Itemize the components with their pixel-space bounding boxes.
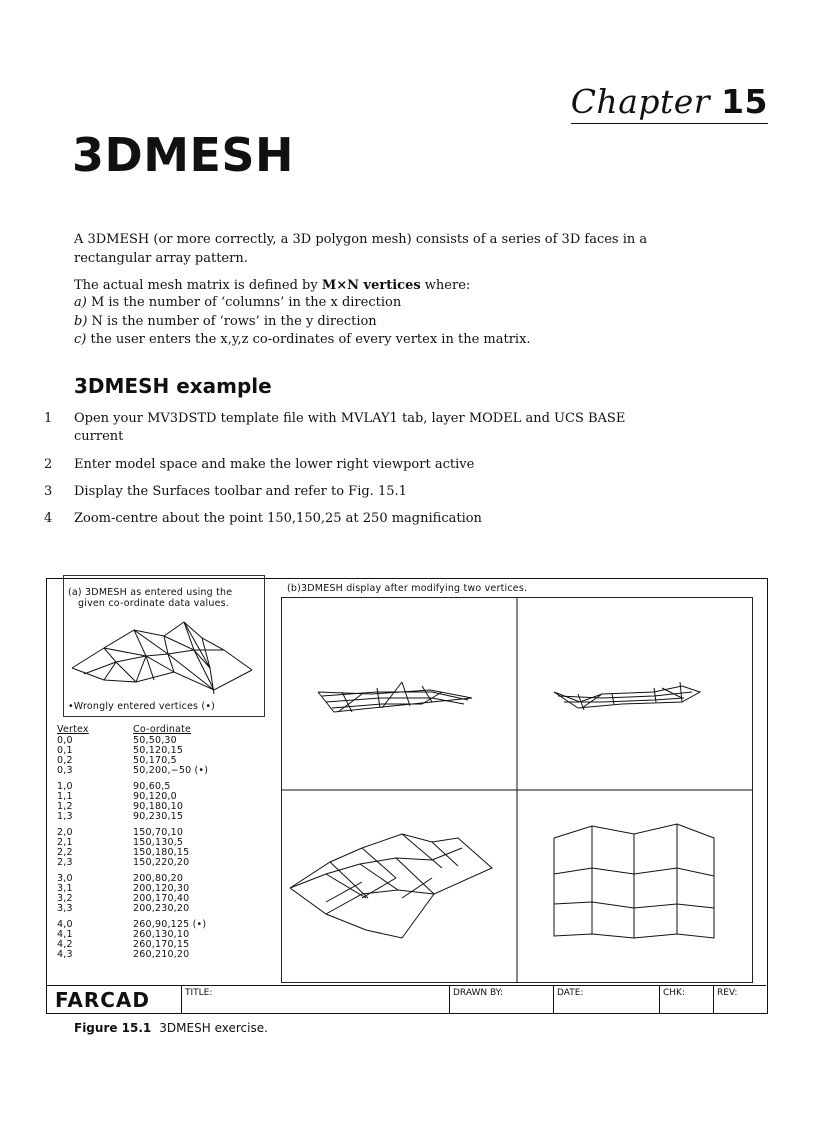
step-text: Zoom-centre about the point 150,150,25 at 250 magnification <box>74 511 482 526</box>
page-title: 3DMESH <box>72 128 295 182</box>
rev-cell: REV: <box>713 986 766 1014</box>
section-heading: 3DMESH example <box>74 374 272 398</box>
coordinate-cell: 200,170,40 <box>133 893 190 904</box>
intro-list-item <box>74 330 674 349</box>
intro-list-item <box>74 312 674 331</box>
intro-paragraph-1: A 3DMESH (or more correctly, a 3D polygon mesh) consists of a series of 3D faces in a rectangular array pattern. <box>74 232 648 266</box>
viewports-drawing <box>282 598 752 982</box>
step-number: 3 <box>44 484 53 499</box>
vertex-cell: 3,2 <box>57 893 73 904</box>
title-block <box>47 985 766 1014</box>
vertex-cell: 4,1 <box>57 929 73 940</box>
coordinate-cell: 50,200,−50 (•) <box>133 765 209 776</box>
table-row <box>57 812 257 823</box>
chapter-heading <box>571 82 768 124</box>
inset-title-line1: (a) 3DMESH as entered using the <box>68 587 233 598</box>
vertex-cell: 2,2 <box>57 847 73 858</box>
inset-note: •Wrongly entered vertices (•) <box>68 701 216 712</box>
chapter-number: 15 <box>721 82 768 121</box>
vertex-cell: 2,3 <box>57 857 73 868</box>
step-item <box>44 483 684 501</box>
coordinate-cell: 260,210,20 <box>133 949 190 960</box>
coordinate-cell: 200,230,20 <box>133 903 190 914</box>
p2-prefix: The actual mesh matrix is defined by <box>74 278 322 293</box>
coordinate-cell: 90,180,10 <box>133 801 184 812</box>
list-marker: a) <box>74 295 87 310</box>
vertex-cell: 0,2 <box>57 755 73 766</box>
list-marker: b) <box>74 314 88 329</box>
vertex-cell: 1,0 <box>57 781 73 792</box>
table-row <box>57 766 257 777</box>
views-title: (b)3DMESH display after modifying two vertices. <box>287 583 528 594</box>
coordinate-cell: 150,220,20 <box>133 857 190 868</box>
inset-title-line2: given co-ordinate data values. <box>78 598 229 609</box>
farcad-logo: FARCAD <box>55 988 151 1012</box>
viewports-grid <box>281 597 753 983</box>
coordinate-cell: 50,170,5 <box>133 755 177 766</box>
list-marker: c) <box>74 332 87 347</box>
coordinate-cell: 90,120,0 <box>133 791 177 802</box>
table-header-vertex: Vertex <box>57 724 89 735</box>
step-text: Open your MV3DSTD template file with MVLAY1 tab, layer MODEL and UCS BASE current <box>74 411 626 444</box>
coordinate-cell: 150,130,5 <box>133 837 184 848</box>
vertex-cell: 4,0 <box>57 919 73 930</box>
vertex-cell: 3,0 <box>57 873 73 884</box>
caption-label: Figure 15.1 <box>74 1021 152 1035</box>
chapter-word: Chapter <box>570 82 711 121</box>
vertex-cell: 4,2 <box>57 939 73 950</box>
vertex-cell: 0,0 <box>57 735 73 746</box>
list-text: the user enters the x,y,z co-ordinates of every vertex in the matrix. <box>86 332 531 347</box>
vertex-cell: 1,2 <box>57 801 73 812</box>
vertex-cell: 1,1 <box>57 791 73 802</box>
step-text: Display the Surfaces toolbar and refer to Fig. 15.1 <box>74 484 407 499</box>
inset-panel-a <box>63 575 265 717</box>
coordinate-cell: 90,230,15 <box>133 811 184 822</box>
vertex-cell: 4,3 <box>57 949 73 960</box>
coordinate-cell: 200,80,20 <box>133 873 184 884</box>
step-number: 4 <box>44 511 53 526</box>
vertex-cell: 0,3 <box>57 765 73 776</box>
title-cell: TITLE: <box>181 986 449 1014</box>
figure-caption <box>74 1021 268 1035</box>
caption-text: 3DMESH exercise. <box>159 1021 268 1035</box>
vertex-cell: 3,1 <box>57 883 73 894</box>
coordinate-cell: 150,180,15 <box>133 847 190 858</box>
coordinate-cell: 90,60,5 <box>133 781 171 792</box>
chk-cell: CHK: <box>659 986 713 1014</box>
p2-bold: M×N vertices <box>321 278 421 293</box>
coordinate-cell: 50,50,30 <box>133 735 177 746</box>
step-item <box>44 410 684 446</box>
step-item <box>44 510 684 528</box>
step-text: Enter model space and make the lower right viewport active <box>74 457 475 472</box>
step-number: 2 <box>44 457 53 472</box>
table-row <box>57 858 257 869</box>
table-row <box>57 950 257 961</box>
date-cell: DATE: <box>553 986 659 1014</box>
list-text: N is the number of ‘rows’ in the y direction <box>87 314 377 329</box>
drawn-by-cell: DRAWN BY: <box>449 986 553 1014</box>
vertex-cell: 2,1 <box>57 837 73 848</box>
coordinate-cell: 260,170,15 <box>133 939 190 950</box>
coordinate-cell: 50,120,15 <box>133 745 184 756</box>
coordinate-cell: 200,120,30 <box>133 883 190 894</box>
vertex-cell: 2,0 <box>57 827 73 838</box>
coordinate-cell: 260,130,10 <box>133 929 190 940</box>
vertex-cell: 0,1 <box>57 745 73 756</box>
p2-suffix: where: <box>420 278 471 293</box>
step-number: 1 <box>44 411 53 426</box>
coordinate-cell: 260,90,125 (•) <box>133 919 207 930</box>
step-item <box>44 456 684 474</box>
table-row <box>57 904 257 915</box>
table-header-coord: Co-ordinate <box>133 724 192 735</box>
intro-list-item <box>74 293 674 312</box>
inset-mesh-drawing <box>64 610 264 700</box>
list-text: M is the number of ‘columns’ in the x direction <box>86 295 402 310</box>
vertex-cell: 1,3 <box>57 811 73 822</box>
coordinate-cell: 150,70,10 <box>133 827 184 838</box>
vertex-cell: 3,3 <box>57 903 73 914</box>
figure-drawing <box>46 578 768 1014</box>
